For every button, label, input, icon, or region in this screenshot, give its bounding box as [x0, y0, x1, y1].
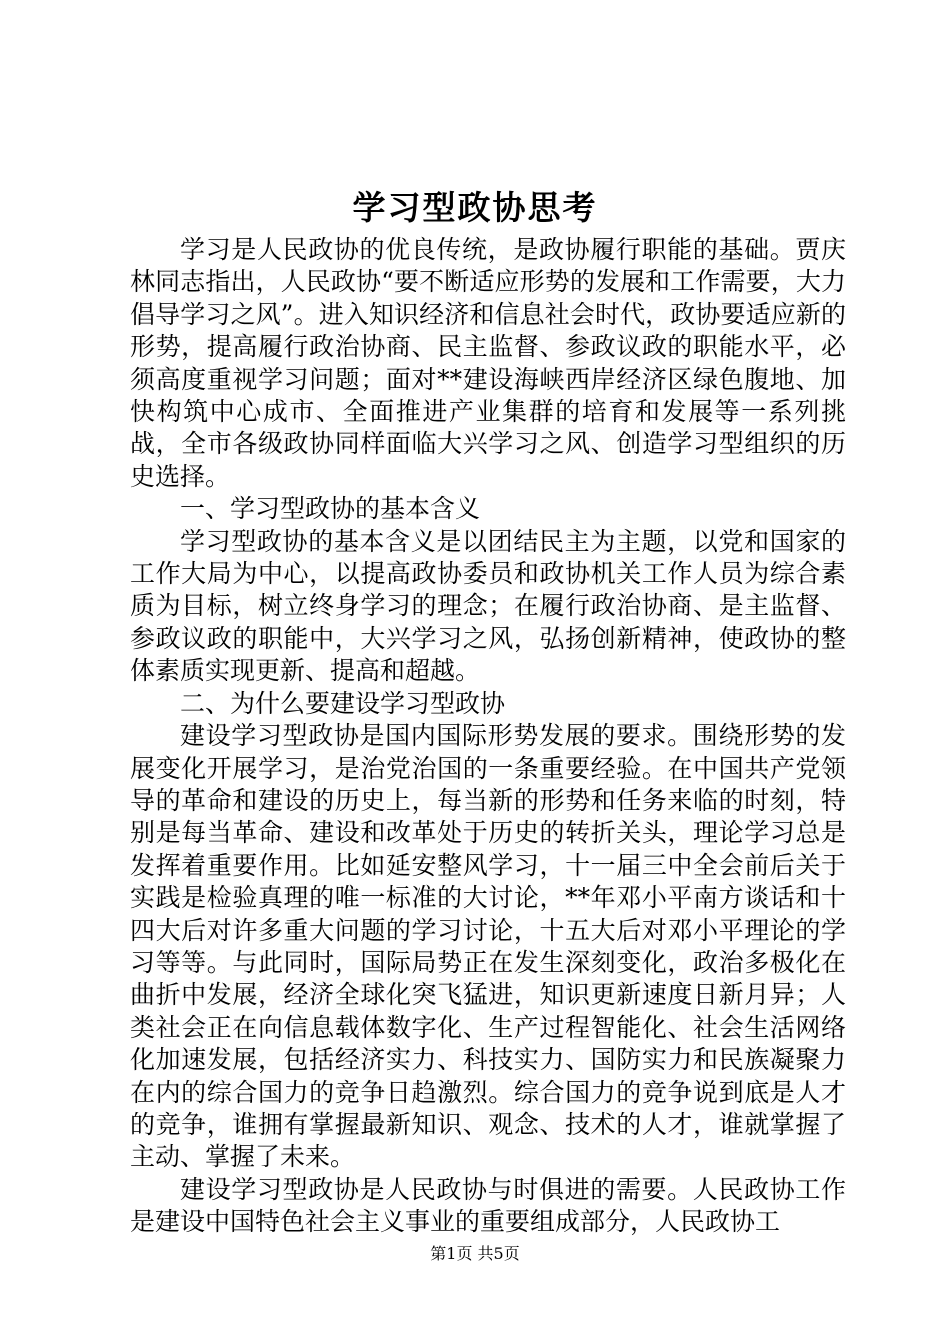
section-heading-1: 一、学习型政协的基本含义: [180, 494, 481, 524]
paragraph-intro: 学习是人民政协的优良传统，是政协履行职能的基础。贾庆林同志指出，人民政协“要不断适应形势的发展和工作需要，大力倡导学习之风”。进入知识经济和信息社会时代，政协要适应新的形势，提高履行政治协商、民主监督、参政议政的职能水平，必须高度重视学习问题；面对**建设海峡西岸经济区绿色腹地、加快构筑中心成市、全面推进产业集群的培育和发展等一系列挑战，全市各级政协同样面临大兴学习之风、创造学习型组织的历史选择。: [130, 235, 846, 491]
paragraph-meaning: 学习型政协的基本含义是以团结民主为主题，以党和国家的工作大局为中心，以提高政协委员和政协机关工作人员为综合素质为目标，树立终身学习的理念；在履行政治协商、是主监督、参政议政的职能中，大兴学习之风，弘扬创新精神，使政协的整体素质实现更新、提高和超越。: [130, 526, 846, 686]
paragraph-why-2: 建设学习型政协是人民政协与时俱进的需要。人民政协工作是建设中国特色社会主义事业的重要组成部分，人民政协工: [130, 1174, 846, 1237]
document-body: [130, 234, 846, 1239]
section-heading-2: 二、为什么要建设学习型政协: [180, 688, 506, 718]
page-number-footer: 第1页 共5页: [430, 1244, 520, 1263]
document-title: 学习型政协思考: [352, 188, 598, 227]
paragraph-why-1: 建设学习型政协是国内国际形势发展的要求。围绕形势的发展变化开展学习，是治党治国的一条重要经验。在中国共产党领导的革命和建设的历史上，每当新的形势和任务来临的时刻，特别是每当革命、建设和改革处于历史的转折关头，理论学习总是发挥着重要作用。比如延安整风学习，十一届三中全会前后关于实践是检验真理的唯一标准的大讨论，**年邓小平南方谈话和十四大后对许多重大问题的学习讨论，十五大后对邓小平理论的学习等等。与此同时，国际局势正在发生深刻变化，政治多极化在曲折中发展，经济全球化突飞猛进，知识更新速度日新月异；人类社会正在向信息载体数字化、生产过程智能化、社会生活网络化加速发展，包括经济实力、科技实力、国防实力和民族凝聚力在内的综合国力的竞争日趋激烈。综合国力的竞争说到底是人才的竞争，谁拥有掌握最新知识、观念、技术的人才，谁就掌握了主动、掌握了未来。: [130, 721, 846, 1172]
